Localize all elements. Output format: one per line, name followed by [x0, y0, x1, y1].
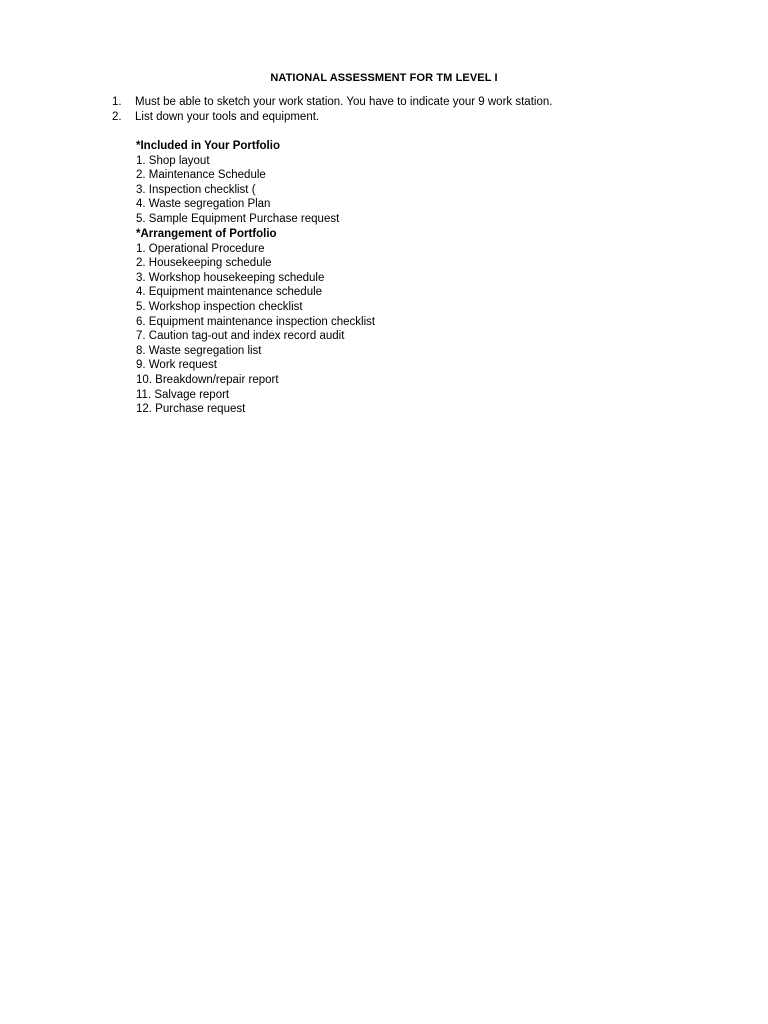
arrangement-heading: *Arrangement of Portfolio [136, 228, 277, 240]
included-item: 2. Maintenance Schedule [136, 169, 266, 182]
arrangement-item: 10. Breakdown/repair report [136, 373, 279, 386]
included-item: 4. Waste segregation Plan [136, 198, 271, 211]
arrangement-item: 7. Caution tag-out and index record audit [136, 330, 345, 343]
arrangement-item: 4. Equipment maintenance schedule [136, 286, 323, 299]
arrangement-item: 6. Equipment maintenance inspection checklist [136, 315, 376, 328]
arrangement-item: 11. Salvage report [136, 388, 230, 401]
arrangement-item: 3. Workshop housekeeping schedule [136, 271, 325, 284]
instruction-item [112, 95, 552, 110]
arrangement-item: 12. Purchase request [136, 403, 246, 416]
included-item: 3. Inspection checklist ( [136, 183, 256, 196]
arrangement-item: 9. Work request [136, 359, 217, 372]
arrangement-item: 5. Workshop inspection checklist [136, 300, 303, 313]
arrangement-item: 1. Operational Procedure [136, 242, 265, 255]
arrangement-item: 8. Waste segregation list [136, 344, 262, 357]
instruction-text: List down your tools and equipment. [135, 111, 320, 123]
arrangement-portfolio-section [136, 227, 375, 417]
instruction-item [112, 110, 552, 125]
included-portfolio-section [136, 139, 339, 227]
instruction-number: 2. [112, 111, 122, 123]
included-item: 1. Shop layout [136, 154, 210, 167]
instructions-list [112, 95, 552, 125]
document-title: NATIONAL ASSESSMENT FOR TM LEVEL I [270, 72, 498, 84]
instruction-number: 1. [112, 96, 122, 108]
included-heading: *Included in Your Portfolio [136, 140, 280, 152]
arrangement-item: 2. Housekeeping schedule [136, 257, 272, 270]
included-item: 5. Sample Equipment Purchase request [136, 212, 340, 225]
instruction-text: Must be able to sketch your work station. You have to indicate your 9 work station. [135, 96, 553, 108]
